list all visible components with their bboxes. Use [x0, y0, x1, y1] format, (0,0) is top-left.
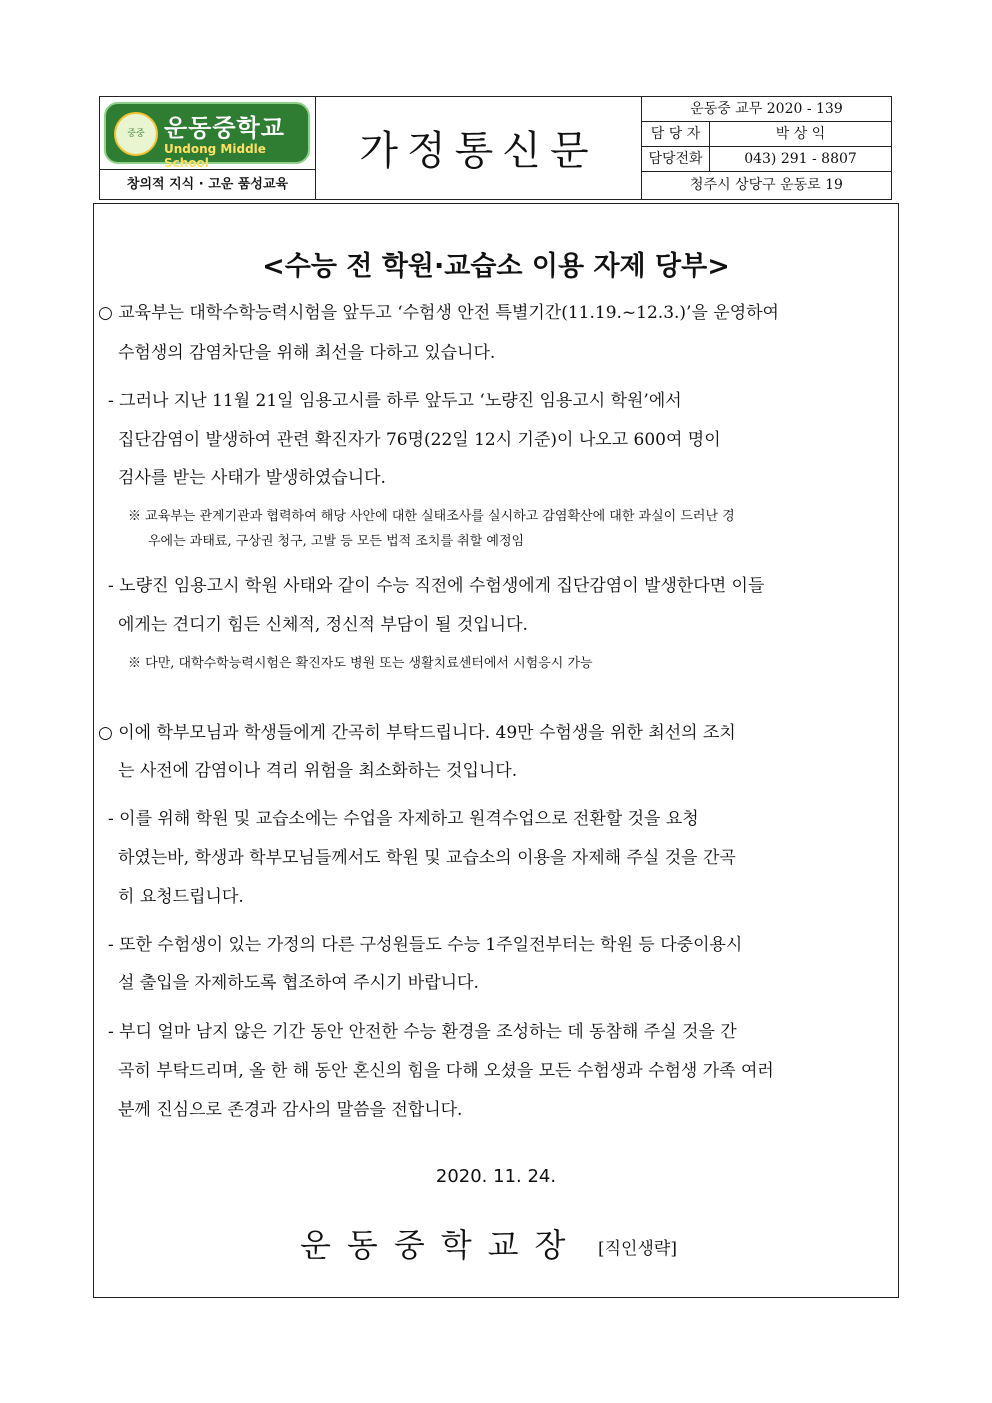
paragraph-line: 설 출입을 자제하도록 협조하여 주시기 바랍니다. — [118, 973, 479, 993]
document-title: 가정통신문 — [359, 128, 598, 174]
paragraph-line: - 부디 얼마 남지 않은 기간 동안 안전한 수능 환경을 조성하는 데 동참해 주실 것을 간 — [108, 1022, 737, 1042]
paragraph-line: - 노량진 임용고시 학원 사태와 같이 수능 직전에 수험생에게 집단감염이 발생한다면 이들 — [108, 576, 765, 596]
logo-cell — [100, 97, 316, 170]
logo-school-name: 운동중학교 — [164, 114, 285, 142]
school-address: 청주시 상당구 운동로 19 — [690, 177, 843, 193]
manager-row — [642, 122, 891, 147]
paragraph-line: 하였는바, 학생과 학부모님들께서도 학원 및 교습소의 이용을 자제해 주실 것을 간곡 — [118, 848, 736, 868]
paragraph-line: - 이를 위해 학원 및 교습소에는 수업을 자제하고 원격수업으로 전환할 것을 요청 — [108, 809, 699, 829]
address-row — [642, 172, 891, 199]
paragraph-line: 는 사전에 감염이나 격리 위험을 최소화하는 것입니다. — [118, 761, 518, 781]
note-line: 우에는 과태료, 구상권 청구, 고발 등 모든 법적 조치를 취할 예정임 — [148, 534, 525, 549]
paragraph-line: ○ 이에 학부모님과 학생들에게 간곡히 부탁드립니다. 49만 수험생을 위한 최선의 조치 — [98, 723, 736, 743]
paragraph-line: - 그러나 지난 11월 21일 임용고시를 하루 앞두고 ‘노량진 임용고시 학원’에서 — [108, 391, 682, 411]
phone-number: 043) 291 - 8807 — [744, 151, 857, 167]
paragraph-line: 히 요청드립니다. — [118, 887, 244, 907]
paragraph-line: 검사를 받는 사태가 발생하였습니다. — [118, 468, 386, 488]
doc-number-row — [642, 97, 891, 122]
letterhead — [99, 96, 892, 200]
manager-label: 담 당 자 — [642, 122, 710, 146]
school-slogan: 창의적 지식 · 고운 품성교육 — [100, 170, 316, 199]
info-table — [642, 97, 891, 199]
paragraph-line: 집단감염이 발생하여 관련 확진자가 76명(22일 12시 기준)이 나오고 600여 명이 — [118, 430, 721, 450]
note-line: ※ 교육부는 관계기관과 협력하여 해당 사안에 대한 실태조사를 실시하고 감염확산에 대한 과실이 드러난 경 — [128, 509, 735, 524]
logo-school-name-en: Undong Middle School — [164, 142, 266, 170]
principal-signature: 운동중학교장 — [300, 1226, 582, 1264]
letter-frame — [93, 203, 899, 1298]
letter-date: 2020. 11. 24. — [435, 1166, 557, 1187]
paragraph-line: 수험생의 감염차단을 위해 최선을 다하고 있습니다. — [118, 343, 496, 363]
manager-name: 박 상 익 — [775, 126, 826, 142]
school-emblem-icon: 중중 — [114, 112, 158, 156]
paragraph-line: 분께 진심으로 존경과 감사의 말씀을 전합니다. — [118, 1100, 463, 1120]
letter-heading: <수능 전 학원·교습소 이용 자제 당부> — [262, 251, 730, 282]
title-cell — [316, 97, 642, 199]
seal-omitted-note: [직인생략] — [598, 1239, 677, 1259]
paragraph-line: 에게는 견디기 힘든 신체적, 정신적 부담이 될 것입니다. — [118, 615, 528, 635]
paragraph-line: 곡히 부탁드리며, 올 한 해 동안 혼신의 힘을 다해 오셨을 모든 수험생과 수험생 가족 여러 — [118, 1061, 774, 1081]
phone-row — [642, 147, 891, 172]
phone-label: 담당전화 — [642, 147, 710, 171]
school-logo — [104, 102, 310, 170]
doc-number: 운동중 교무 2020 - 139 — [690, 101, 843, 117]
note-line: ※ 다만, 대학수학능력시험은 확진자도 병원 또는 생활치료센터에서 시험응시 가능 — [128, 656, 593, 671]
paragraph-line: - 또한 수험생이 있는 가정의 다른 구성원들도 수능 1주일전부터는 학원 등 다중이용시 — [108, 935, 743, 955]
paragraph-line: ○ 교육부는 대학수학능력시험을 앞두고 ‘수험생 안전 특별기간(11.19.~12.3.)’을 운영하여 — [98, 303, 779, 323]
